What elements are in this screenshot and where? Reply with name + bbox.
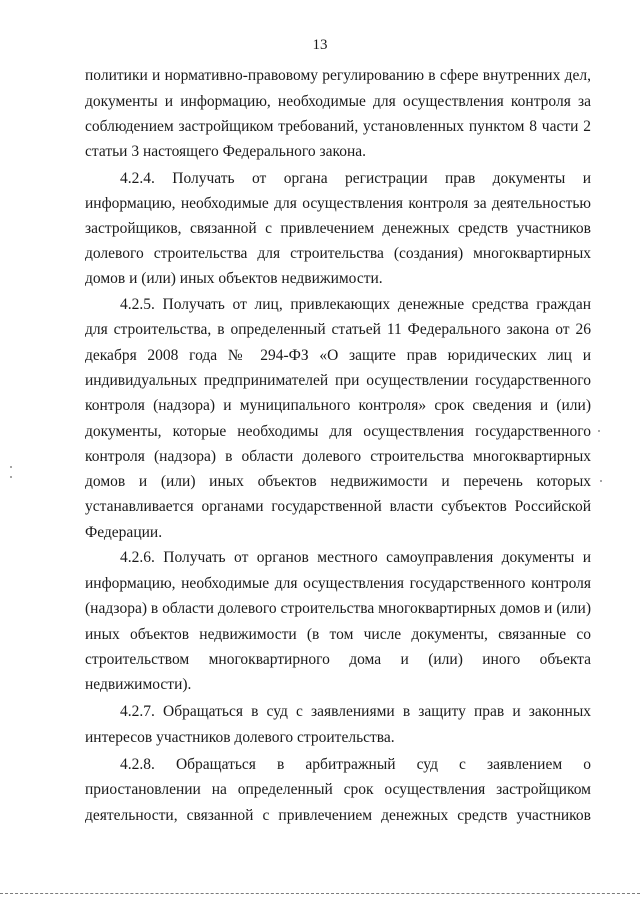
paragraph-4-2-4-first-line: 4.2.4. Получать от органа регистрации прав документы и xyxy=(120,170,591,187)
text-line: политики и нормативно-правовому регулированию в сфере внутренних дел, xyxy=(85,67,591,84)
paragraph-4-2-8-first-line: 4.2.8. Обращаться в арбитражный суд с заявлением о xyxy=(120,756,591,773)
text-line: домов и (или) иных объектов недвижимости и перечень которых xyxy=(85,473,591,490)
scan-bottom-edge xyxy=(0,893,640,894)
paragraph-4-2-6-first-line: 4.2.6. Получать от органов местного самоуправления документы и xyxy=(120,549,591,566)
text-line: домов и (или) иных объектов недвижимости. xyxy=(85,270,383,287)
scan-speck xyxy=(600,480,602,482)
text-line: застройщиков, связанной с привлечением денежных средств участников xyxy=(85,220,591,237)
text-line: иных объектов недвижимости (в том числе документы, связанные со xyxy=(85,626,591,643)
text-line: контроля (надзора) в области долевого строительства многоквартирных xyxy=(85,448,591,465)
scan-speck xyxy=(10,476,12,478)
scan-speck xyxy=(10,466,12,468)
text-line: соблюдением застройщиком требований, установленных пунктом 8 части 2 xyxy=(85,118,591,135)
text-line: документы, которые необходимы для осуществления государственного xyxy=(85,423,591,440)
text-line: для строительства, в определенный статьей 11 Федерального закона от 26 xyxy=(85,321,591,338)
paragraph-4-2-5-first-line: 4.2.5. Получать от лиц, привлекающих денежные средства граждан xyxy=(120,296,591,313)
text-line: интересов участников долевого строительства. xyxy=(85,729,395,746)
paragraph-4-2-7-first-line: 4.2.7. Обращаться в суд с заявлениями в защиту прав и законных xyxy=(120,703,591,720)
text-line: документы и информацию, необходимые для осуществления контроля за xyxy=(85,93,591,110)
text-line: устанавливается органами государственной власти субъектов Российской xyxy=(85,498,591,515)
text-line: Федерации. xyxy=(85,524,163,541)
text-line: приостановлении на определенный срок осуществления застройщиком xyxy=(85,781,591,798)
text-line: декабря 2008 года № 294-ФЗ «О защите прав юридических лиц и xyxy=(85,347,591,364)
text-line: информацию, необходимые для осуществления контроля за деятельностью xyxy=(85,195,591,212)
text-line: строительством многоквартирного дома и (или) иного объекта xyxy=(85,651,591,668)
page-number: 13 xyxy=(312,37,328,53)
text-line: статьи 3 настоящего Федерального закона. xyxy=(85,143,367,160)
scan-speck xyxy=(598,430,600,432)
text-line: недвижимости). xyxy=(85,676,192,693)
text-line: контроля (надзора) и муниципального контроля» срок сведения и (или) xyxy=(85,397,591,414)
text-line: информацию, необходимые для осуществления государственного контроля xyxy=(85,575,591,592)
text-line: индивидуальных предпринимателей при осуществлении государственного xyxy=(85,372,591,389)
text-line: (надзора) в области долевого строительства многоквартирных домов и (или) xyxy=(85,600,591,617)
text-line: деятельности, связанной с привлечением денежных средств участников xyxy=(85,807,591,824)
text-line: долевого строительства для строительства (создания) многоквартирных xyxy=(85,245,591,262)
